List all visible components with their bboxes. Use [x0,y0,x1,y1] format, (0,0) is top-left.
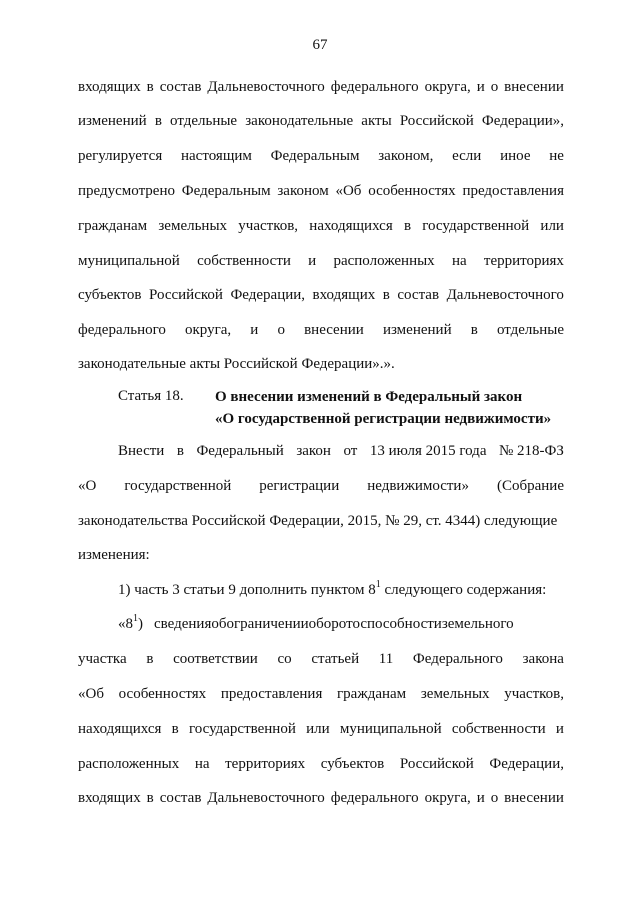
word: «О [78,478,97,494]
word: в [403,218,412,234]
word: отдельные [496,322,564,338]
word: входящих [78,790,141,806]
word: в [154,113,162,129]
word: федерального [78,322,166,338]
word: территориях [225,756,306,772]
para1-line-1 [78,77,564,97]
word: соответствии [173,651,258,667]
word: недвижимости» [367,478,469,494]
para2-line-3: законодательства Российской Федерации, 2015, № 29, ст. 4344) следующие [78,513,558,529]
word: на [451,253,467,269]
word: «Об [335,183,362,199]
page-number: 67 [312,37,328,53]
word: (Собрание [496,478,564,494]
word: 11 [378,651,394,667]
word: Российской [399,113,474,129]
word: государственной [124,478,232,494]
word: Федеральным [270,148,360,164]
word: внесении [304,322,364,338]
word: в [176,443,184,459]
word: законом [277,183,329,199]
word: 13 июля 2015 года [369,443,487,459]
para1-line-6 [78,251,564,271]
word: о [277,322,285,338]
word: Российской [399,756,474,772]
word: федерального [330,790,419,806]
word: гражданам [337,686,407,702]
word: об [211,616,227,632]
word: Внести [118,443,165,459]
quote-line-3 [78,684,564,704]
word: и [250,322,259,338]
article-number: Статья 18. [118,388,184,404]
word: в [382,287,390,303]
word: в [146,790,154,806]
word: или [306,721,330,737]
word: участков, [238,218,299,234]
para1-line-4 [78,181,564,201]
word: и [555,721,564,737]
word: состав [159,790,202,806]
word: или [540,218,564,234]
word: настоящим [181,148,252,164]
word: иное [500,148,531,164]
para1-line-3 [78,146,564,166]
word: на [194,756,210,772]
word: федерального [330,79,419,95]
word: регулируется [78,148,163,164]
word: входящих [78,79,141,95]
para1-line-7 [78,285,564,305]
word: и [308,253,317,269]
word: Дальневосточного [207,79,325,95]
word: ограничении [226,616,309,632]
word: предоставления [462,183,564,199]
word: в [146,79,154,95]
word: «Об [78,686,104,702]
word: Дальневосточного [207,790,325,806]
para2-line-1 [118,441,564,461]
word: субъектов [320,756,385,772]
para1-line-8 [78,320,564,340]
article-title [215,386,551,430]
quote-line-1-words [154,614,564,634]
item-1-text: 1) часть 3 статьи 9 дополнить пунктом 8 [118,582,376,598]
word: оборотоспособности [308,616,442,632]
item-1 [118,580,604,600]
para2-line-2 [78,476,564,496]
word: находящихся [78,721,162,737]
quote-line-4 [78,719,564,739]
word: регистрации [259,478,340,494]
word: отдельные [170,113,238,129]
word: расположенных [78,756,180,772]
word: участков, [504,686,564,702]
article-title-line-2: «О государственной регистрации недвижимости» [215,411,552,427]
word: Дальневосточного [446,287,564,303]
word: № 218-ФЗ [499,443,564,459]
word: земельных [158,218,228,234]
word: находящихся [309,218,393,234]
word: Федерации», [481,113,564,129]
word: собственности [197,253,291,269]
word: государственной [188,721,296,737]
word: о [490,79,499,95]
para2-line-4: изменения: [78,547,150,563]
word: внесении [504,790,564,806]
word: внесении [504,79,564,95]
word: земельных [420,686,490,702]
word: в [470,322,478,338]
word: от [343,443,358,459]
word: расположенных [333,253,435,269]
word: Федерации, [230,287,306,303]
quote-line-6 [78,788,564,808]
word: в [146,651,154,667]
word: муниципальной [78,253,180,269]
word: округа, [424,790,471,806]
para1-line-2 [78,111,564,131]
article-title-line-1: О внесении изменений в Федеральный закон [215,389,523,405]
word: Федерации, [489,756,564,772]
word: особенностях [118,686,207,702]
word: муниципальной [339,721,442,737]
word: Федеральный [196,443,284,459]
word: округа, [424,79,471,95]
word: в [171,721,179,737]
word: особенностях [368,183,456,199]
word: Федерального [412,651,503,667]
word: сведения [154,616,212,632]
para1-line-5 [78,216,564,236]
word: Российской [148,287,223,303]
word: статьей [311,651,360,667]
word: не [549,148,564,164]
word: состав [159,79,202,95]
word: округа, [185,322,232,338]
word: территориях [483,253,564,269]
word: закон [296,443,331,459]
word: со [277,651,292,667]
word: и [476,790,485,806]
word: участка [78,651,127,667]
quote-marker: «$8^1$) [118,613,143,632]
word: земельного [441,616,514,632]
word: государственной [422,218,530,234]
word: законом, [378,148,434,164]
quote-line-2 [78,649,564,669]
item-1-text-end: следующего содержания: [380,582,547,598]
word: изменений [78,113,147,129]
word: и [476,79,485,95]
word: входящих [312,287,376,303]
word: гражданам [78,218,148,234]
word: субъектов [78,287,142,303]
word: Федеральным [181,183,271,199]
word: изменений [382,322,452,338]
word: акты [361,113,392,129]
quote-line-1 [118,614,564,634]
quote-line-5 [78,754,564,774]
word: если [452,148,482,164]
word: предусмотрено [78,183,175,199]
para1-line-9: законодательные акты Российской Федерации».». [78,356,395,372]
quote-superscript: 1 [133,613,138,624]
word: собственности [451,721,546,737]
word: о [490,790,499,806]
word: закона [522,651,564,667]
word: законодательные [245,113,354,129]
word: состав [397,287,440,303]
word: предоставления [220,686,323,702]
item-1-superscript: 1 [375,579,381,590]
